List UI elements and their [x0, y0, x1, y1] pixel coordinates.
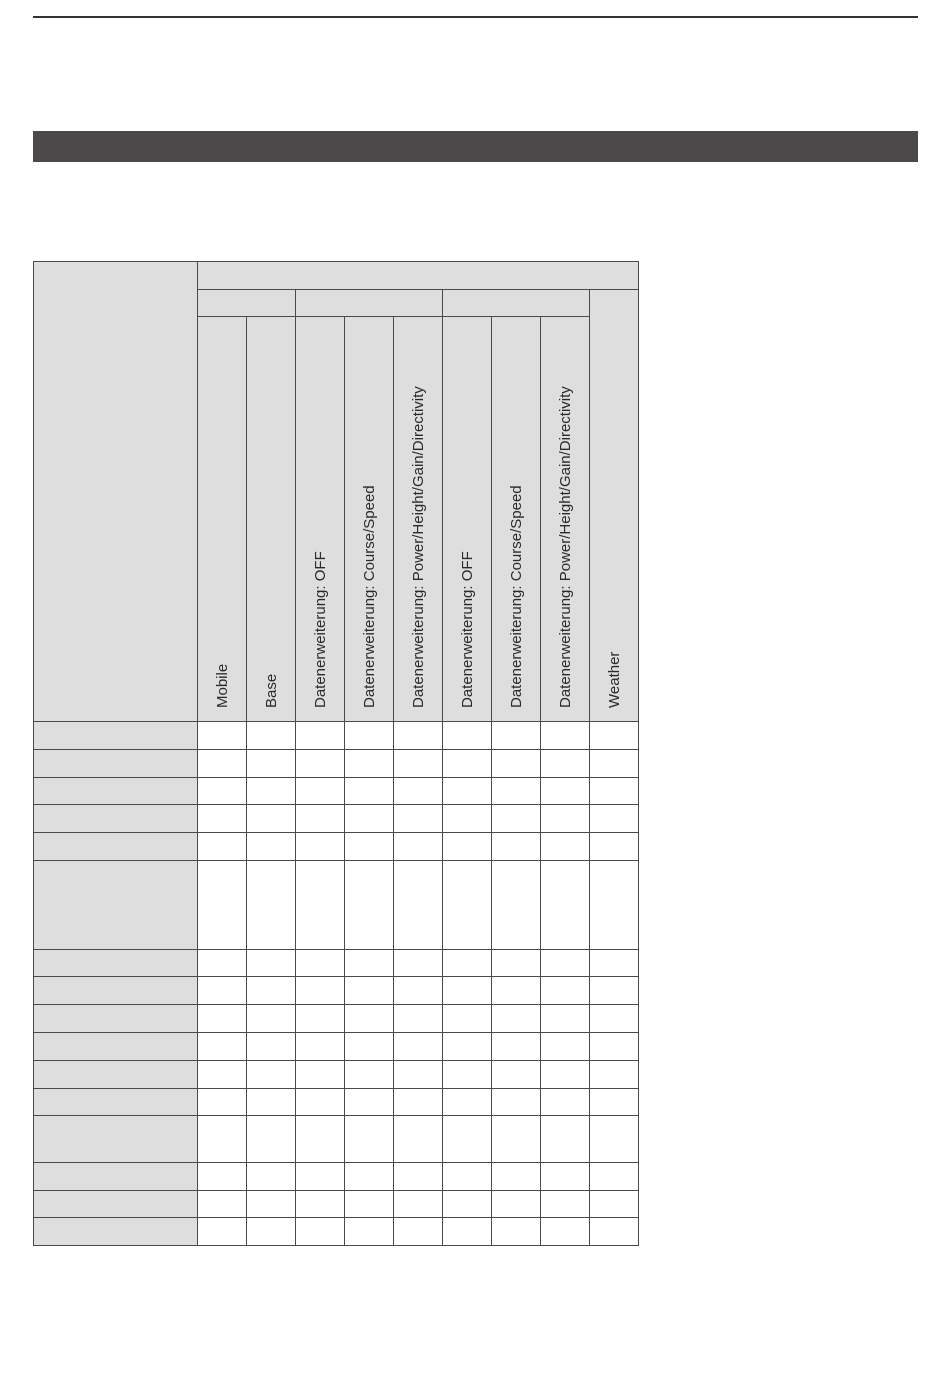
table-cell: [393, 1032, 443, 1061]
top-rule: [33, 16, 918, 18]
table-cell: [491, 804, 541, 833]
row-label-cell: [33, 777, 198, 805]
table-cell: [246, 777, 296, 805]
table-cell: [295, 1088, 345, 1116]
table-cell: [491, 1060, 541, 1089]
row-label-cell: [33, 1115, 198, 1163]
table-cell: [197, 1088, 247, 1116]
table-cell: [295, 1032, 345, 1061]
table-cell: [246, 976, 296, 1005]
table-cell: [295, 1162, 345, 1191]
table-cell: [344, 777, 394, 805]
table-cell: [442, 1217, 492, 1246]
table-cell: [393, 749, 443, 778]
row-label-cell: [33, 1032, 198, 1061]
column-header-label: Datenerweiterung: OFF: [459, 551, 476, 708]
table-cell: [295, 804, 345, 833]
table-cell: [491, 1190, 541, 1218]
table-cell: [246, 1088, 296, 1116]
table-cell: [246, 721, 296, 750]
table-cell: [344, 1088, 394, 1116]
table-cell: [295, 1190, 345, 1218]
table-cell: [540, 976, 590, 1005]
table-cell: [197, 1060, 247, 1089]
column-header: [344, 316, 394, 722]
table-cell: [344, 1115, 394, 1163]
table-cell: [246, 1115, 296, 1163]
table-cell: [540, 832, 590, 861]
table-cell: [442, 777, 492, 805]
table-cell: [393, 777, 443, 805]
table-cell: [589, 1088, 639, 1116]
column-header-label: Datenerweiterung: Power/Height/Gain/Directivity: [410, 386, 427, 708]
table-cell: [442, 949, 492, 977]
column-header-label: Base: [263, 673, 280, 708]
table-cell: [491, 1115, 541, 1163]
row-label-cell: [33, 1088, 198, 1116]
table-cell: [589, 1217, 639, 1246]
row-label-cell: [33, 860, 198, 950]
row-label-cell: [33, 1162, 198, 1191]
table-cell: [540, 749, 590, 778]
row-label-cell: [33, 976, 198, 1005]
table-cell: [295, 777, 345, 805]
table-cell: [295, 1060, 345, 1089]
table-cell: [540, 804, 590, 833]
table-cell: [393, 1088, 443, 1116]
table-cell: [295, 832, 345, 861]
table-cell: [589, 777, 639, 805]
column-header: [295, 316, 345, 722]
table-cell: [344, 832, 394, 861]
table-cell: [491, 1217, 541, 1246]
table-cell: [540, 1217, 590, 1246]
table-cell: [442, 804, 492, 833]
table-cell: [197, 976, 247, 1005]
table-cell: [344, 1004, 394, 1033]
table-cell: [589, 949, 639, 977]
table-cell: [246, 749, 296, 778]
column-header-label: Mobile: [214, 663, 231, 708]
table-cell: [197, 860, 247, 950]
table-cell: [589, 832, 639, 861]
table-cell: [393, 832, 443, 861]
table-cell: [295, 976, 345, 1005]
table-cell: [589, 976, 639, 1005]
table-cell: [197, 949, 247, 977]
table-cell: [491, 1032, 541, 1061]
row-label-cell: [33, 749, 198, 778]
table-cell: [197, 1032, 247, 1061]
column-header-label: Datenerweiterung: Power/Height/Gain/Directivity: [557, 386, 574, 708]
row-label-cell: [33, 949, 198, 977]
table-cell: [540, 1115, 590, 1163]
table-cell: [295, 1004, 345, 1033]
table-cell: [442, 1190, 492, 1218]
table-cell: [246, 832, 296, 861]
table-cell: [344, 976, 394, 1005]
row-label-cell: [33, 721, 198, 750]
table-cell: [589, 1032, 639, 1061]
section-header-bar: [33, 131, 918, 162]
table-cell: [295, 1115, 345, 1163]
table-cell: [442, 1004, 492, 1033]
table-cell: [197, 1217, 247, 1246]
table-cell: [442, 749, 492, 778]
table-cell: [491, 949, 541, 977]
table-cell: [393, 860, 443, 950]
table-cell: [491, 721, 541, 750]
table-cell: [246, 1032, 296, 1061]
column-header: [491, 316, 541, 722]
table-cell: [393, 1217, 443, 1246]
table-cell: [197, 749, 247, 778]
table-cell: [197, 1115, 247, 1163]
table-cell: [589, 721, 639, 750]
table-cell: [295, 749, 345, 778]
table-cell: [246, 1190, 296, 1218]
table-cell: [540, 777, 590, 805]
row-label-cell: [33, 1004, 198, 1033]
table-cell: [344, 860, 394, 950]
table-cell: [540, 1190, 590, 1218]
table-cell: [246, 1060, 296, 1089]
table-cell: [246, 804, 296, 833]
table-cell: [442, 860, 492, 950]
column-header: [589, 289, 639, 722]
table-cell: [344, 804, 394, 833]
table-cell: [540, 1162, 590, 1191]
table-cell: [393, 1162, 443, 1191]
table-cell: [295, 1217, 345, 1246]
table-cell: [295, 721, 345, 750]
header-group-1: [197, 289, 296, 317]
table-cell: [393, 1004, 443, 1033]
table-cell: [197, 804, 247, 833]
table-cell: [246, 1162, 296, 1191]
table-cell: [540, 860, 590, 950]
table-cell: [197, 721, 247, 750]
table-cell: [197, 1190, 247, 1218]
table-cell: [491, 1162, 541, 1191]
table-cell: [393, 804, 443, 833]
row-label-cell: [33, 1217, 198, 1246]
table-cell: [344, 949, 394, 977]
column-header-label: Datenerweiterung: Course/Speed: [508, 485, 525, 708]
table-cell: [442, 832, 492, 861]
table-cell: [246, 860, 296, 950]
table-cell: [491, 860, 541, 950]
header-corner-cell: [33, 261, 198, 722]
table-cell: [295, 860, 345, 950]
table-cell: [442, 721, 492, 750]
table-cell: [344, 1162, 394, 1191]
table-cell: [197, 1162, 247, 1191]
table-cell: [344, 1217, 394, 1246]
table-cell: [197, 1004, 247, 1033]
table-cell: [344, 721, 394, 750]
table-cell: [393, 1190, 443, 1218]
table-cell: [442, 1162, 492, 1191]
table-cell: [589, 1004, 639, 1033]
header-group-2: [295, 289, 443, 317]
table-cell: [540, 721, 590, 750]
table-cell: [540, 1032, 590, 1061]
table-cell: [344, 1060, 394, 1089]
table-cell: [589, 749, 639, 778]
table-cell: [589, 860, 639, 950]
table-cell: [344, 1190, 394, 1218]
table-cell: [442, 1115, 492, 1163]
column-header-label: Weather: [606, 651, 623, 708]
table-cell: [393, 1060, 443, 1089]
column-header: [540, 316, 590, 722]
table-cell: [540, 1060, 590, 1089]
table-cell: [589, 1190, 639, 1218]
table-cell: [589, 1162, 639, 1191]
table-cell: [197, 777, 247, 805]
header-group-top: [197, 261, 639, 290]
row-label-cell: [33, 1190, 198, 1218]
table-cell: [344, 749, 394, 778]
table-cell: [442, 976, 492, 1005]
column-header-label: Datenerweiterung: OFF: [312, 551, 329, 708]
table-cell: [491, 1088, 541, 1116]
table-cell: [393, 976, 443, 1005]
table-cell: [442, 1032, 492, 1061]
column-header: [197, 316, 247, 722]
column-header: [442, 316, 492, 722]
column-header-label: Datenerweiterung: Course/Speed: [361, 485, 378, 708]
column-header: [393, 316, 443, 722]
table-cell: [540, 1004, 590, 1033]
table-cell: [246, 949, 296, 977]
row-label-cell: [33, 832, 198, 861]
table-cell: [589, 1115, 639, 1163]
table-cell: [295, 949, 345, 977]
table-cell: [491, 1004, 541, 1033]
table-cell: [491, 976, 541, 1005]
table-cell: [491, 777, 541, 805]
row-label-cell: [33, 1060, 198, 1089]
table-cell: [344, 1032, 394, 1061]
table-cell: [491, 749, 541, 778]
table-cell: [491, 832, 541, 861]
table-cell: [246, 1217, 296, 1246]
column-header: [246, 316, 296, 722]
table-cell: [393, 949, 443, 977]
table-cell: [246, 1004, 296, 1033]
table-cell: [540, 1088, 590, 1116]
table-cell: [442, 1060, 492, 1089]
row-label-cell: [33, 804, 198, 833]
table-cell: [442, 1088, 492, 1116]
header-group-3: [442, 289, 590, 317]
table-cell: [393, 721, 443, 750]
table-cell: [589, 1060, 639, 1089]
table-cell: [197, 832, 247, 861]
table-cell: [393, 1115, 443, 1163]
table-cell: [540, 949, 590, 977]
table-cell: [589, 804, 639, 833]
